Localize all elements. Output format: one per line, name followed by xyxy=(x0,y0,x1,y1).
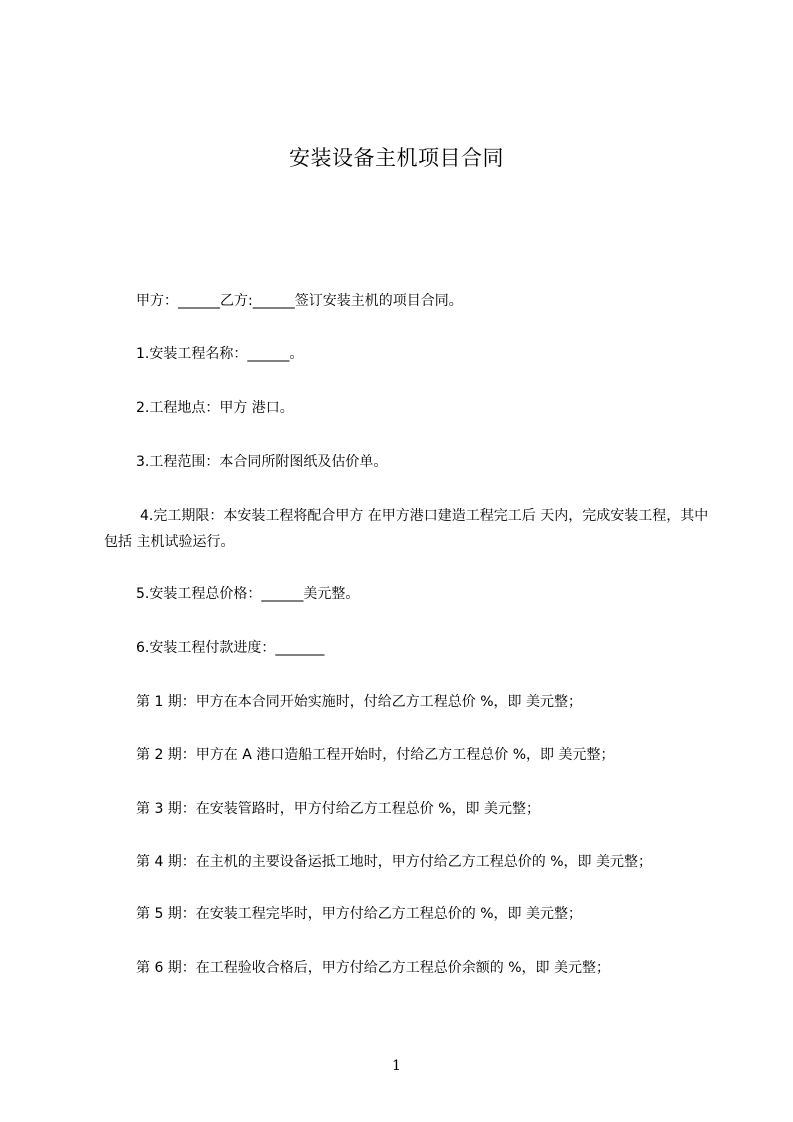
payment-phase-5: 第 5 期：在安装工程完毕时，甲方付给乙方工程总价的 %，即 美元整； xyxy=(136,906,583,922)
parties-paragraph: 甲方：______乙方:______签订安装主机的项目合同。 xyxy=(136,293,463,309)
page-number: 1 xyxy=(392,1058,401,1074)
payment-phase-3: 第 3 期：在安装管路时，甲方付给乙方工程总价 %，即 美元整； xyxy=(136,801,541,817)
clause-payment-schedule: 6.安装工程付款进度：_______ xyxy=(136,640,325,656)
payment-phase-2: 第 2 期：甲方在 A 港口造船工程开始时，付给乙方工程总价 %，即 美元整； xyxy=(136,747,615,763)
clause-total-price: 5.安装工程总价格：______美元整。 xyxy=(136,586,360,602)
page-title: 安装设备主机项目合同 xyxy=(289,146,504,170)
clause-location: 2.工程地点：甲方 港口。 xyxy=(136,400,294,416)
payment-phase-1: 第 1 期：甲方在本合同开始实施时，付给乙方工程总价 %，即 美元整； xyxy=(136,694,583,710)
clause-completion-period: 4.完工期限：本安装工程将配合甲方 在甲方港口建造工程完工后 天内，完成安装工程，其中包括 主机试验运行。 xyxy=(104,508,709,550)
payment-phase-6: 第 6 期：在工程验收合格后，甲方付给乙方工程总价余额的 %，即 美元整； xyxy=(136,960,611,976)
clause-scope: 3.工程范围：本合同所附图纸及估价单。 xyxy=(136,454,388,470)
payment-phase-4: 第 4 期：在主机的主要设备运抵工地时，甲方付给乙方工程总价的 %，即 美元整； xyxy=(136,854,653,870)
clause-project-name: 1.安装工程名称：______。 xyxy=(136,346,304,362)
